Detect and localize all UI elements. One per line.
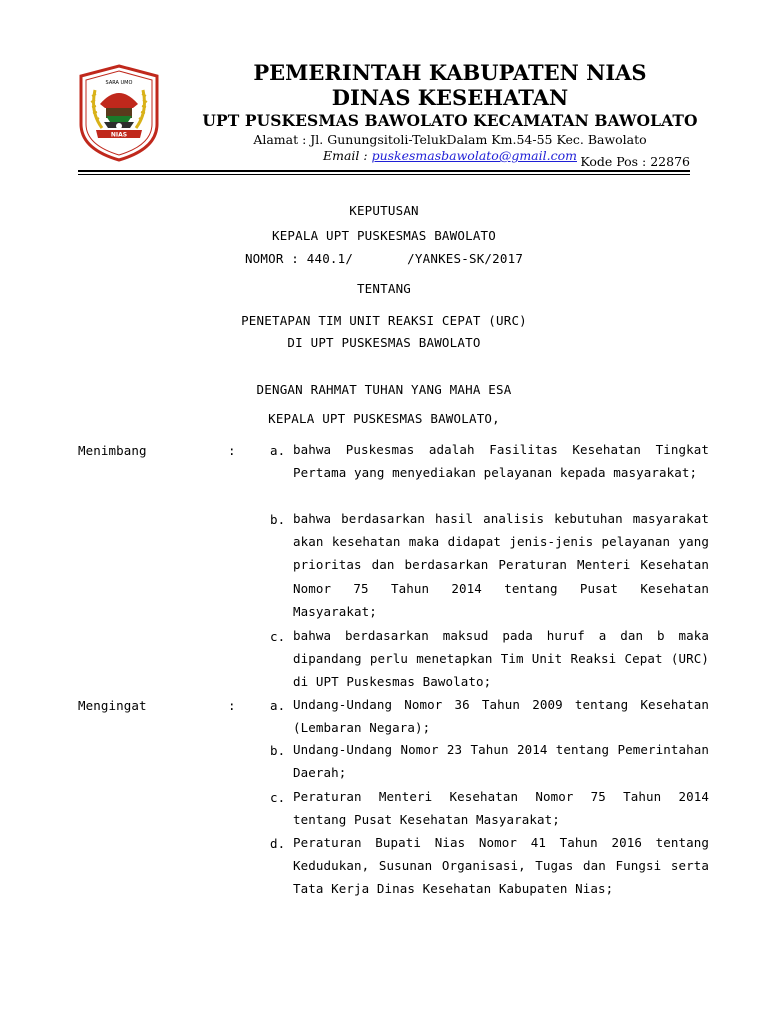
recalling-item-b: Undang-Undang Nomor 23 Tahun 2014 tentang Pemerintahan Daerah;: [293, 742, 709, 781]
issuer-heading: KEPALA UPT PUSKESMAS BAWOLATO: [271, 228, 497, 243]
unit-name: UPT PUSKESMAS BAWOLATO KECAMATAN BAWOLATO: [202, 111, 698, 130]
recalling-item-b-mark: b.: [270, 743, 286, 758]
government-name: PEMERINTAH KABUPATEN NIAS: [253, 60, 647, 85]
letterhead: [180, 60, 720, 163]
considering-item-a-mark: a.: [270, 443, 286, 458]
considering-item-b-mark: b.: [270, 512, 286, 527]
recalling-item-a-mark: a.: [270, 698, 286, 713]
subject-line-1: PENETAPAN TIM UNIT REAKSI CEPAT (URC): [241, 313, 527, 328]
considering-label: Menimbang: [78, 443, 147, 458]
logo-text-bottom: NIAS: [110, 131, 128, 139]
issuer-line: KEPALA UPT PUSKESMAS BAWOLATO,: [268, 411, 500, 426]
considering-item-b: bahwa berdasarkan hasil analisis kebutuhan masyarakat akan kesehatan maka didapat jenis-jenis pelayanan yang prioritas dan berdasarkan Peraturan Menteri Kesehatan Nomor 75 Tahun 2014 tentang Pusat Kesehatan Masyarakat;: [293, 511, 709, 619]
postal-code: Kode Pos : 22876: [580, 154, 690, 169]
decision-heading: KEPUTUSAN: [349, 203, 419, 218]
letterhead-rule-thick: [78, 170, 690, 172]
email-link[interactable]: puskesmasbawolato@gmail.com: [371, 148, 577, 163]
subject-line-2: DI UPT PUSKESMAS BAWOLATO: [287, 335, 481, 350]
nias-regency-emblem-icon: [78, 64, 160, 162]
recalling-item-c-mark: c.: [270, 790, 286, 805]
email-label: Email :: [322, 148, 372, 163]
logo-text-top: SARA UMO: [105, 80, 133, 86]
considering-colon: :: [228, 443, 236, 458]
recalling-item-a: Undang-Undang Nomor 36 Tahun 2009 tentang Kesehatan (Lembaran Negara);: [293, 697, 709, 736]
recalling-item-d: Peraturan Bupati Nias Nomor 41 Tahun 2016 tentang Kedudukan, Susunan Organisasi, Tugas dan Fungsi serta Tata Kerja Dinas Kesehatan Kabupaten Nias;: [293, 835, 709, 897]
considering-item-c: bahwa berdasarkan maksud pada huruf a dan b maka dipandang perlu menetapkan Tim Unit Reaksi Cepat (URC) di UPT Puskesmas Bawolato;: [293, 628, 709, 690]
regency-logo: [78, 64, 160, 162]
about-heading: TENTANG: [356, 281, 412, 296]
recalling-colon: :: [228, 698, 236, 713]
considering-item-a: bahwa Puskesmas adalah Fasilitas Kesehatan Tingkat Pertama yang menyediakan pelayanan kepada masyarakat;: [293, 442, 709, 481]
recalling-item-c: Peraturan Menteri Kesehatan Nomor 75 Tahun 2014 tentang Pusat Kesehatan Masyarakat;: [293, 789, 709, 828]
recalling-label: Mengingat: [78, 698, 147, 713]
considering-item-c-mark: c.: [270, 629, 286, 644]
decision-number: NOMOR : 440.1/ /YANKES-SK/2017: [244, 251, 524, 266]
recalling-item-d-mark: d.: [270, 836, 286, 851]
letterhead-rule-thin: [78, 174, 690, 175]
grace-line: DENGAN RAHMAT TUHAN YANG MAHA ESA: [256, 382, 512, 397]
address: Alamat : Jl. Gunungsitoli-TelukDalam Km.54-55 Kec. Bawolato: [253, 132, 647, 147]
office-name: DINAS KESEHATAN: [331, 85, 569, 110]
